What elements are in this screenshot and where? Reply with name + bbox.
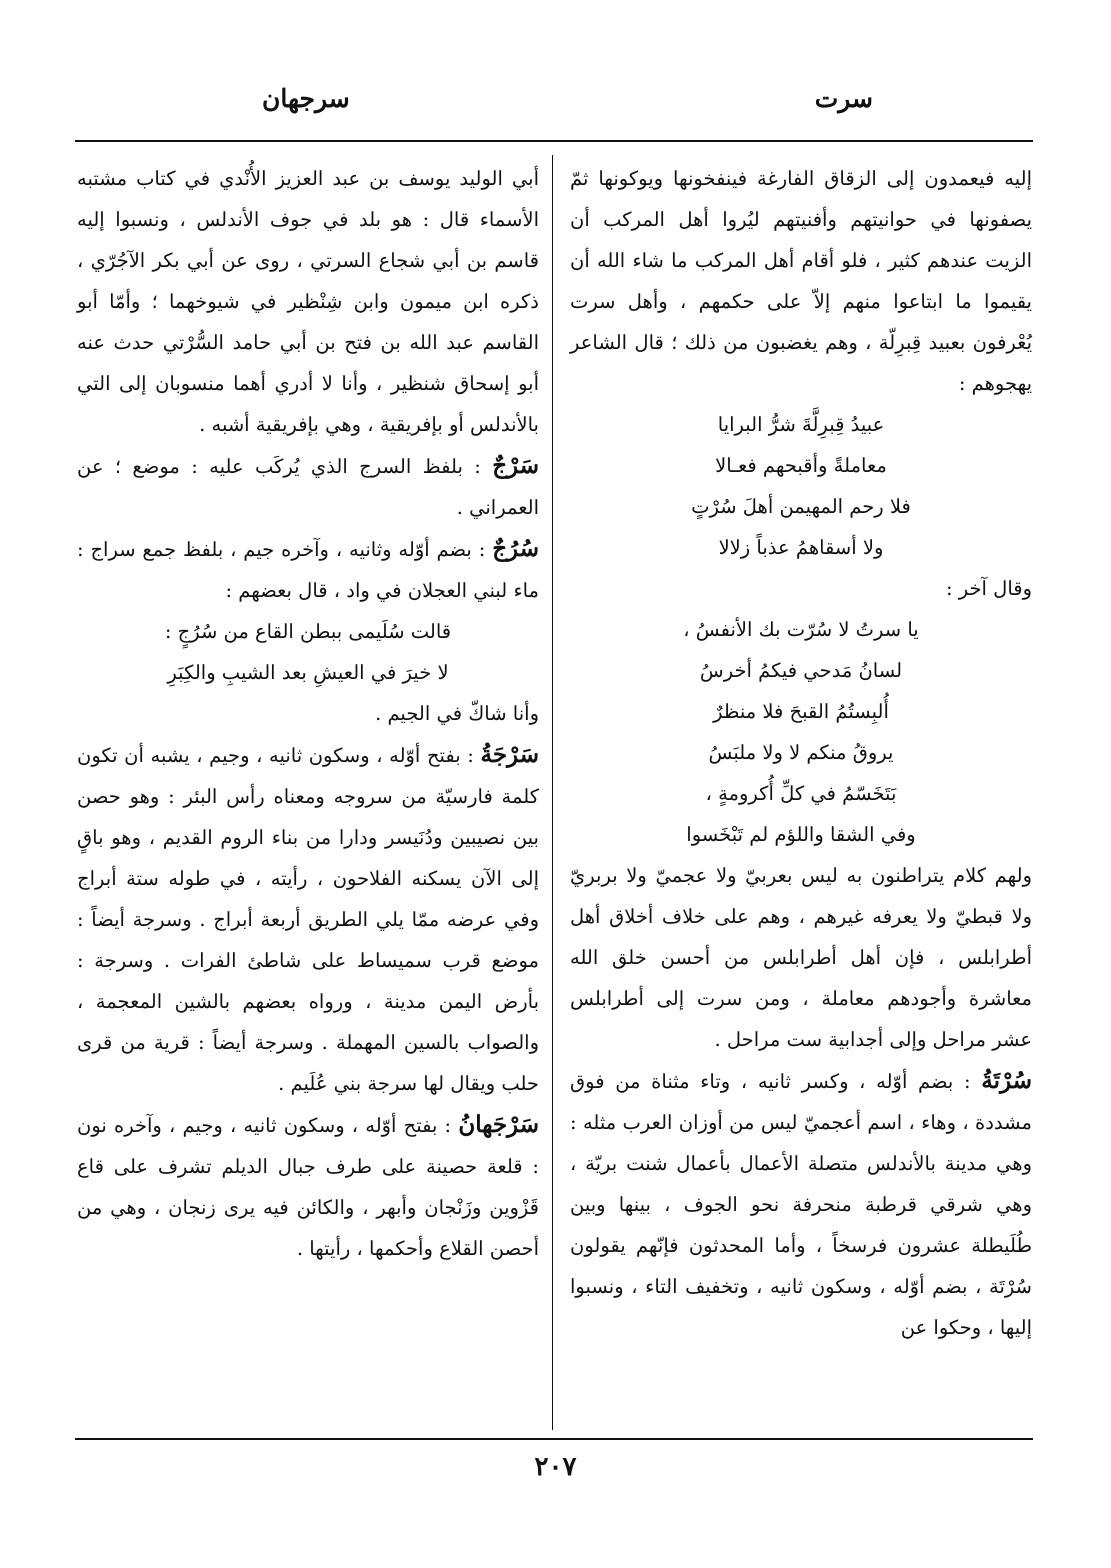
verse-line: عبيدُ قِبرِلَّةَ شرُّ البرايا bbox=[717, 413, 885, 436]
verse-line: لسانُ مَدحي فيكمُ أخرسُ bbox=[699, 659, 903, 682]
paragraph: وأنا شاكّ في الجيم . bbox=[375, 702, 539, 725]
dictionary-entry bbox=[77, 1104, 539, 1269]
verse-line: يا سرتُ لا سُرّت بك الأنفسُ ، bbox=[683, 618, 919, 641]
paragraph: وقال آخر : bbox=[945, 577, 1032, 600]
header-headword-left: سرجهان bbox=[262, 84, 350, 113]
verse-line: بَتَخَسّمُ في كلِّ أُكرومةٍ ، bbox=[705, 782, 897, 805]
paragraph: إليه فيعمدون إلى الزقاق الفارغة فينفخونها ويوكونها ثمّ يصفونها في حوانيتهم وأفنيتهم ليُروا أهل المركب أن الزيت عندهم كثير ، فلو أقام أهل المركب ما شاء الله أن يقيموا ما ابتاعوا منهم إلاّ على حكمهم ، وأهل سرت يُعْرفون بعبيد قِبرِلّة ، وهم يغضبون من ذلك ؛ قال الشاعر يهجوهم : bbox=[570, 167, 1032, 395]
entry-text: : بفتح أوّله ، وسكون ثانيه ، وجيم ، وآخره نون : قلعة حصينة على طرف جبال الديلم تشرف على قاع قَزْوين وزَنْجان وأبهر ، والكائن فيه يرى زنجان ، وهي من أحصن القلاع وأحكمها ، رأيتها . bbox=[77, 1114, 539, 1260]
paragraph: أبي الوليد يوسف بن عبد العزيز الأُنْدي في كتاب مشتبه الأسماء قال : هو بلد في جوف الأندلس ، ونسبوا إليه قاسم بن أبي شجاع السرتي ، روى عن أبي بكر الآجُرّي ، ذكره ابن ميمون وابن شِنْظير في شيوخهما ؛ وأمّا أبو القاسم عبد الله بن فتح بن أبي حامد السُّرْتي حدث عنه أبو إسحاق شنظير ، وأنا لا أدري أهما منسوبان إلى التي بالأندلس أو بإفريقية ، وهي بإفريقية أشبه . bbox=[77, 167, 539, 436]
verse-line: يروقُ منكم لا ولا ملبَسُ bbox=[708, 741, 894, 764]
column-divider bbox=[552, 155, 553, 1430]
verse-line: ولا أسقاهمُ عذباً زلالا bbox=[718, 536, 884, 559]
entry-headword: سُرْتَةُ bbox=[981, 1067, 1032, 1094]
page-number: ٢٠٧ bbox=[534, 1452, 577, 1482]
running-header bbox=[0, 84, 1111, 134]
dictionary-entry bbox=[77, 445, 539, 528]
verse-line: لا خيرَ في العيشِ بعد الشيبِ والكِبَرِ bbox=[167, 661, 449, 684]
header-rule bbox=[75, 140, 1033, 142]
footer-rule bbox=[75, 1438, 1033, 1440]
paragraph: ولهم كلام يتراطنون به ليس بعربيّ ولا عجميّ ولا بربريّ ولا قبطيّ ولا يعرفه غيرهم ، وهم على خلاف أخلاق أهل أطرابلس ، فإن أهل أطرابلس من أحسن خلق الله معاشرة وأجودهم معاملة ، ومن سرت إلى أطرابلس عشر مراحل وإلى أجدابية ست مراحل . bbox=[570, 864, 1032, 1051]
verse-line: وفي الشقا واللؤم لم تَبْخَسوا bbox=[686, 823, 916, 846]
dictionary-entry bbox=[77, 734, 539, 1104]
entry-text: : بفتح أوّله ، وسكون ثانيه ، وجيم ، يشبه أن تكون كلمة فارسيّة من سروجه ومعناه رأس البئر : وهو حصن بين نصيبين ودُنَيسر ودارا من بناء الروم القديم ، وهو باقٍ إلى الآن يسكنه الفلاحون ، رأيته ، في طوله ستة أبراج وفي عرضه ممّا يلي الطريق أربعة أبراج . وسرجة أيضاً : موضع قرب سميساط على شاطئ الفرات . وسرجة : بأرض اليمن مدينة ، ورواه بعضهم بالشين المعجمة ، والصواب بالسين المهملة . وسرجة أيضاً : قرية من قرى حلب ويقال لها سرجة بني عُلَيم . bbox=[77, 744, 539, 1095]
entry-headword: سُرُجٌ bbox=[492, 535, 540, 562]
entry-text: : بضم أوّله ، وكسر ثانيه ، وتاء مثناة من فوق مشددة ، وهاء ، اسم أعجميّ ليس من أوزان العرب مثله : وهي مدينة بالأندلس متصلة الأعمال بأعمال شنت بريّة ، وهي شرقي قرطبة منحرفة نحو الجوف ، بينها وبين طُلَيطلة عشرون فرسخاً ، وأما المحدثون فإنّهم يقولون سُرْتَة ، بضم أوّله ، وسكون ثانيه ، وتخفيف التاء ، ونسبوا إليها ، وحكوا عن bbox=[570, 1070, 1032, 1339]
dictionary-entry bbox=[77, 528, 539, 611]
verse-line: فلا رحم المهيمن أهلَ سُرْتٍ bbox=[691, 495, 911, 518]
right-column bbox=[570, 158, 1032, 1348]
entry-text: : بلفظ السرج الذي يُركَب عليه : موضع ؛ عن العمراني . bbox=[77, 455, 539, 519]
entry-text: : بضم أوّله وثانيه ، وآخره جيم ، بلفظ جمع سراج : ماء لبني العجلان في واد ، قال بعضهم : bbox=[77, 538, 539, 602]
verse-line: أُلبِستُمُ القبحَ فلا منظرٌ bbox=[713, 700, 889, 723]
left-column bbox=[77, 158, 539, 1269]
verse-line: معاملةً وأقبحهم فعـالا bbox=[715, 454, 887, 477]
entry-headword: سَرْجَةُ bbox=[480, 741, 539, 768]
entry-headword: سَرْجٌ bbox=[492, 452, 540, 479]
header-headword-right: سرت bbox=[814, 84, 873, 113]
verse-line: قالت سُلَيمى ببطن القاع من سُرُجٍ : bbox=[164, 620, 452, 643]
dictionary-entry bbox=[570, 1060, 1032, 1348]
entry-headword: سَرْجَهانُ bbox=[458, 1111, 539, 1138]
